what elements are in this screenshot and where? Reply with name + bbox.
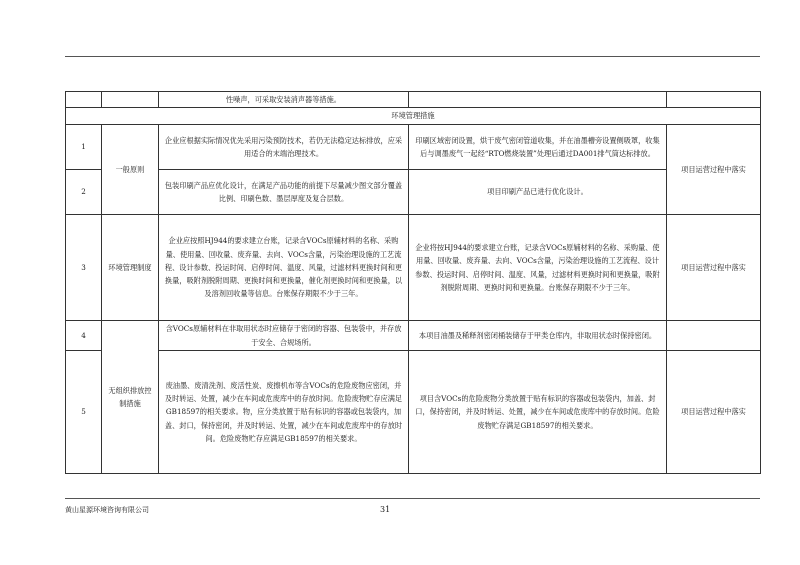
continuation-text: 性噪声，可采取安装消声器等措施。 — [159, 92, 409, 108]
row-number: 5 — [66, 351, 102, 474]
table-row — [66, 92, 761, 108]
measure-cell: 印刷区域密闭设置，烘干废气密闭管道收集，并在油墨槽旁设置侧吸罩，收集后与调墨废气一起经“RTO燃烧装置”处理后通过DA001排气筒达标排放。 — [409, 125, 667, 170]
category-cell: 环境管理制度 — [102, 215, 159, 321]
requirement-cell: 包装印刷产品应优化设计，在满足产品功能的前提下尽量减少图文部分覆盖比例、印刷色数、墨层厚度及复合层数。 — [159, 170, 409, 215]
row-number: 4 — [66, 321, 102, 351]
header-rule — [65, 56, 760, 57]
measures-table — [65, 91, 761, 474]
requirement-cell: 含VOCs原辅材料在非取用状态时应储存于密闭的容器、包装袋中，并存放于安全、合规场所。 — [159, 321, 409, 351]
row-number: 3 — [66, 215, 102, 321]
section-title: 环境管理措施 — [66, 108, 761, 125]
footer-company: 黄山星源环境咨询有限公司 — [65, 506, 149, 514]
page-number: 31 — [380, 505, 391, 514]
remark-cell: 项目运营过程中落实 — [667, 125, 761, 215]
requirement-cell: 废油墨、废清洗剂、废活性炭、废擦机布等含VOCs的危险废物应密闭，并及时转运、处置，减少在车间或危废库中的存放时间。危险废物贮存应满足GB18597的相关要求。物，应分类放置于贴有标识的容器或包装袋内，加盖、封口，保持密闭，并及时转运、处置，减少在车间或危废库中的存放时间。危险废物贮存应满足GB18597的相关要求。 — [159, 351, 409, 474]
table-row — [66, 125, 761, 170]
table-row — [66, 351, 761, 474]
section-header-row — [66, 108, 761, 125]
measure-cell: 项目含VOCs的危险废物分类放置于贴有标识的容器或包装袋内，加盖、封口，保持密闭，并及时转运、处置，减少在车间或危废库中的存放时间。危险废物贮存满足GB18597的相关要求。 — [409, 351, 667, 474]
measure-cell: 项目印刷产品已进行优化设计。 — [409, 170, 667, 215]
measure-cell: 企业将按HJ944的要求建立台账，记录含VOCs原辅材料的名称、采购量、使用量、回收量、废弃量、去向、VOCs含量，污染治理设施的工艺流程、设计参数、投运时间、启停时间、温度、风量，过滤材料更换时间和更换量，吸附剂脱附周期、更换时间和更换量。台账保存期限不少于三年。 — [409, 215, 667, 321]
remark-cell: 项目运营过程中落实 — [667, 351, 761, 474]
table-row — [66, 215, 761, 321]
category-cell: 一般原则 — [102, 125, 159, 215]
category-cell: 无组织排放控制措施 — [102, 321, 159, 474]
requirement-cell: 企业应按照HJ944的要求建立台账，记录含VOCs原辅材料的名称、采购量、使用量、回收量、废弃量、去向、VOCs含量，污染治理设施的工艺流程、设计参数、投运时间、启停时间、温度、风量，过滤材料更换时间和更换量，吸附剂脱附周期、更换时间和更换量，催化剂更换时间和更换量，以及溶剂回收量等信息。台账保存期限不少于三年。 — [159, 215, 409, 321]
measure-cell: 本项目油墨及稀释剂密闭桶装储存于甲类仓库内，非取用状态时保持密闭。 — [409, 321, 667, 351]
row-number: 2 — [66, 170, 102, 215]
remark-cell: 项目运营过程中落实 — [667, 215, 761, 321]
footer-rule — [65, 498, 760, 499]
requirement-cell: 企业应根据实际情况优先采用污染预防技术，若仍无法稳定达标排放，应采用适合的末端治理技术。 — [159, 125, 409, 170]
table-row — [66, 321, 761, 351]
table-row — [66, 170, 761, 215]
row-number: 1 — [66, 125, 102, 170]
